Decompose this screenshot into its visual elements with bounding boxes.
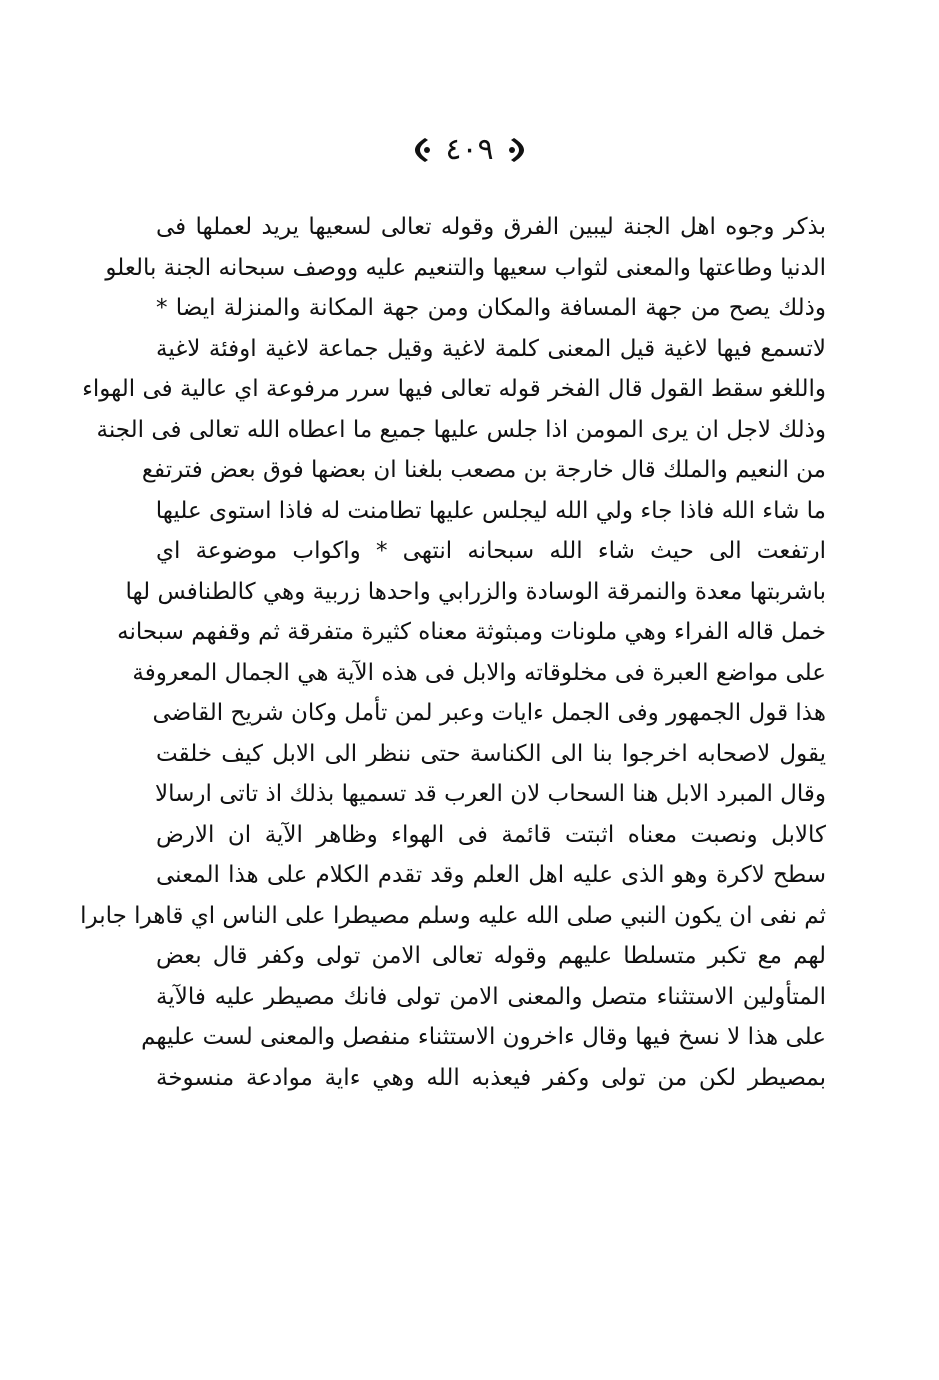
text-line-11: خمل قاله الفراء وهي ملونات ومبثوثة معناه كثيرة متفرقة ثم وقفهم سبحانه <box>117 619 826 645</box>
text-line-5: واللغو سقط القول قال الفخر قوله تعالى فيها سرر مرفوعة اي عالية فى الهواء <box>82 376 826 402</box>
page-header <box>0 128 939 172</box>
right-ornament-icon <box>506 135 528 165</box>
text-line-1: بذكر وجوه اهل الجنة ليبين الفرق وقوله تعالى لسعيها يريد لعملها فى <box>156 214 826 240</box>
text-line-3: وذلك يصح من جهة المسافة والمكان ومن جهة المكانة والمنزلة ايضا * <box>156 295 826 321</box>
text-line-21: على هذا لا نسخ فيها وقال ءاخرون الاستثناء منفصل والمعنى لست عليهم <box>141 1024 826 1050</box>
text-line-4: لاتسمع فيها لاغية قيل المعنى كلمة لاغية وقيل جماعة لاغية اوفئة لاغية <box>156 335 826 362</box>
page-number-ornament <box>411 130 527 170</box>
body-text <box>80 207 826 1098</box>
text-line-17: سطح لاكرة وهو الذى عليه اهل العلم وقد تقدم الكلام على هذا المعنى <box>156 862 826 888</box>
text-line-7: من النعيم والملك قال خارجة بن مصعب بلغنا ان بعضها فوق بعض فترتفع <box>141 457 826 483</box>
text-line-18: ثم نفى ان يكون النبي صلى الله عليه وسلم مصيطرا على الناس اي قاهرا جابرا <box>80 902 826 929</box>
text-line-2: الدنيا وطاعتها والمعنى لثواب سعيها والتنعيم عليه ووصف سبحانه الجنة بالعلو <box>105 254 826 281</box>
text-line-19: لهم مع تكبر متسلطا عليهم وقوله تعالى الامن تولى وكفر قال بعض <box>156 943 826 969</box>
text-line-12: على مواضع العبرة فى مخلوقاته والابل فى هذه الآية هي الجمال المعروفة <box>132 659 826 686</box>
text-line-10: باشربتها معدة والنمرقة الوسادة والزرابي واحدها زربية وهي كالطنافس لها <box>125 578 826 605</box>
text-line-16: كالابل ونصبت معناه اثبتت قائمة فى الهواء وظاهر الآية ان الارض <box>156 821 826 848</box>
text-line-9: ارتفعت الى حيث شاء الله سبحانه انتهى * واكواب موضوعة اي <box>156 538 826 564</box>
text-line-8: ما شاء الله فاذا جاء ولي الله ليجلس عليها تطامنت له فاذا استوى عليها <box>155 497 826 524</box>
text-line-20: المتأولين الاستثناء متصل والمعنى الامن تولى فانك مصيطر عليه فالآية <box>156 983 826 1010</box>
text-line-15: وقال المبرد الابل هنا السحاب لان العرب قد تسميها بذلك اذ تاتى ارسالا <box>155 781 826 807</box>
text-line-22: بمصيطر لكن من تولى وكفر فيعذبه الله وهي ءاية موادعة منسوخة <box>156 1064 826 1091</box>
text-line-13: هذا قول الجمهور وفى الجمل ءايات وعبر لمن تأمل وكان شريح القاضى <box>152 700 826 726</box>
text-line-6: وذلك لاجل ان يرى المومن اذا جلس عليها جميع ما اعطاه الله تعالى فى الجنة <box>96 416 826 443</box>
left-ornament-icon <box>411 135 433 165</box>
page-number: ٤٠٩ <box>445 132 494 167</box>
text-line-14: يقول لاصحابه اخرجوا بنا الى الكناسة حتى ننظر الى الابل كيف خلقت <box>156 740 826 767</box>
